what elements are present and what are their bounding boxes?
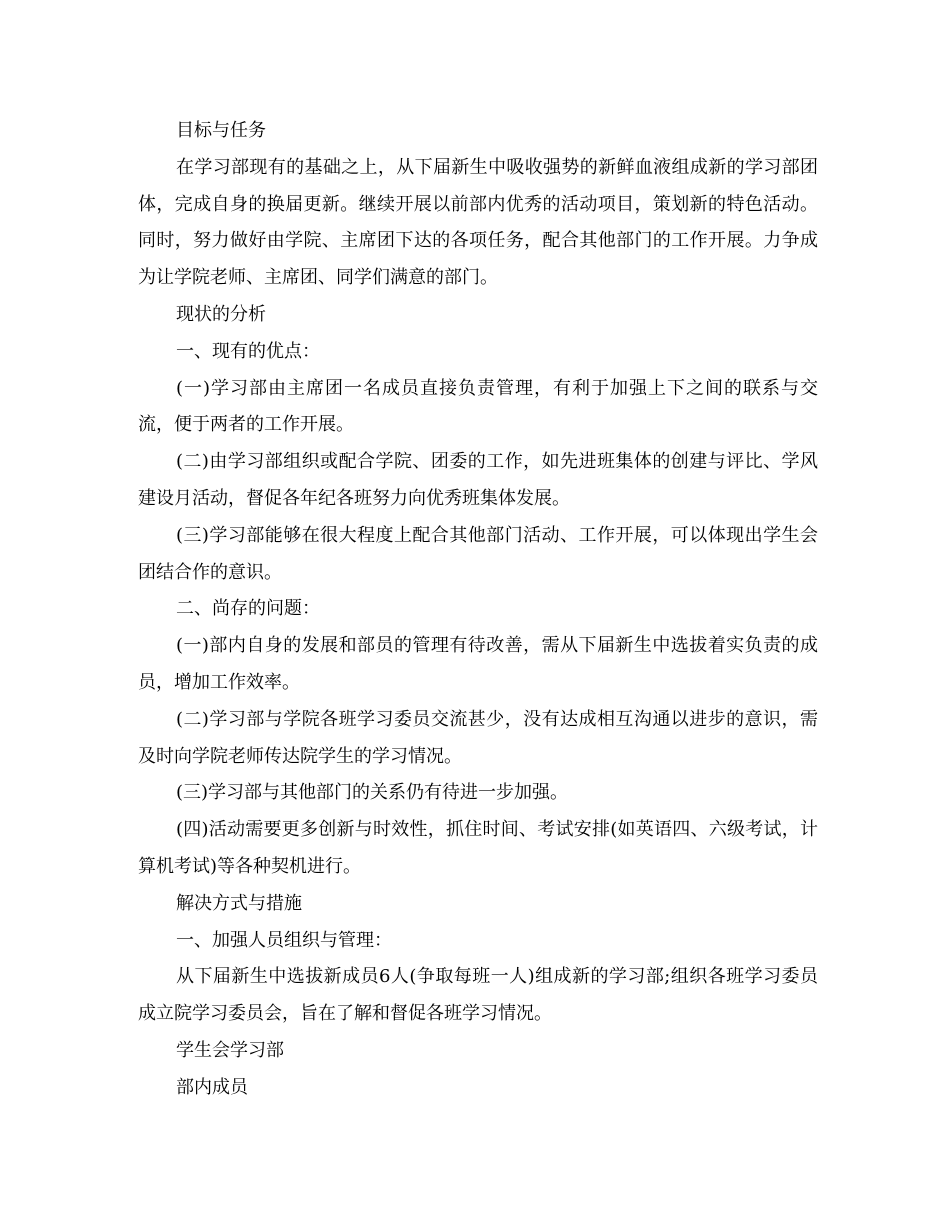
paragraph-strength-2: (二)由学习部组织或配合学院、团委的工作，如先进班集体的创建与评比、学风建设月活动，督促各年纪各班努力向优秀班集体发展。: [138, 451, 818, 509]
paragraph-problem-4: (四)活动需要更多创新与时效性，抓住时间、考试安排(如英语四、六级考试，计算机考试)等各种契机进行。: [138, 819, 818, 877]
label-members: 部内成员: [176, 1076, 248, 1098]
paragraph-goals: 在学习部现有的基础之上，从下届新生中吸收强势的新鲜血液组成新的学习部团体，完成自身的换届更新。继续开展以前部内优秀的活动项目，策划新的特色活动。同时，努力做好由学院、主席团下达的各项任务，配合其他部门的工作开展。力争成为让学院老师、主席团、同学们满意的部门。: [138, 156, 818, 289]
heading-solutions: 解决方式与措施: [176, 892, 302, 914]
paragraph-strength-1: (一)学习部由主席团一名成员直接负责管理，有利于加强上下之间的联系与交流，便于两者的工作开展。: [138, 377, 818, 436]
paragraph-strength-3: (三)学习部能够在很大程度上配合其他部门活动、工作开展，可以体现出学生会团结合作的意识。: [138, 524, 818, 583]
heading-staff-management: 一、加强人员组织与管理：: [176, 929, 392, 951]
paragraph-problem-3: (三)学习部与其他部门的关系仍有待进一步加强。: [176, 782, 569, 804]
heading-status-analysis: 现状的分析: [176, 303, 266, 325]
paragraph-problem-1: (一)部内自身的发展和部员的管理有待改善，需从下届新生中选拔着实负责的成员，增加工作效率。: [138, 635, 818, 693]
document-body: [138, 113, 818, 1107]
paragraph-staff-management: 从下届新生中选拔新成员6人(争取每班一人)组成新的学习部;组织各班学习委员成立院学习委员会，旨在了解和督促各班学习情况。: [138, 966, 818, 1025]
heading-strengths: 一、现有的优点：: [176, 340, 320, 362]
heading-goals: 目标与任务: [176, 120, 266, 141]
paragraph-problem-2: (二)学习部与学院各班学习委员交流甚少，没有达成相互沟通以进步的意识，需及时向学院老师传达院学生的学习情况。: [138, 708, 818, 767]
label-department: 学生会学习部: [176, 1039, 284, 1061]
heading-problems: 二、尚存的问题：: [176, 598, 320, 620]
